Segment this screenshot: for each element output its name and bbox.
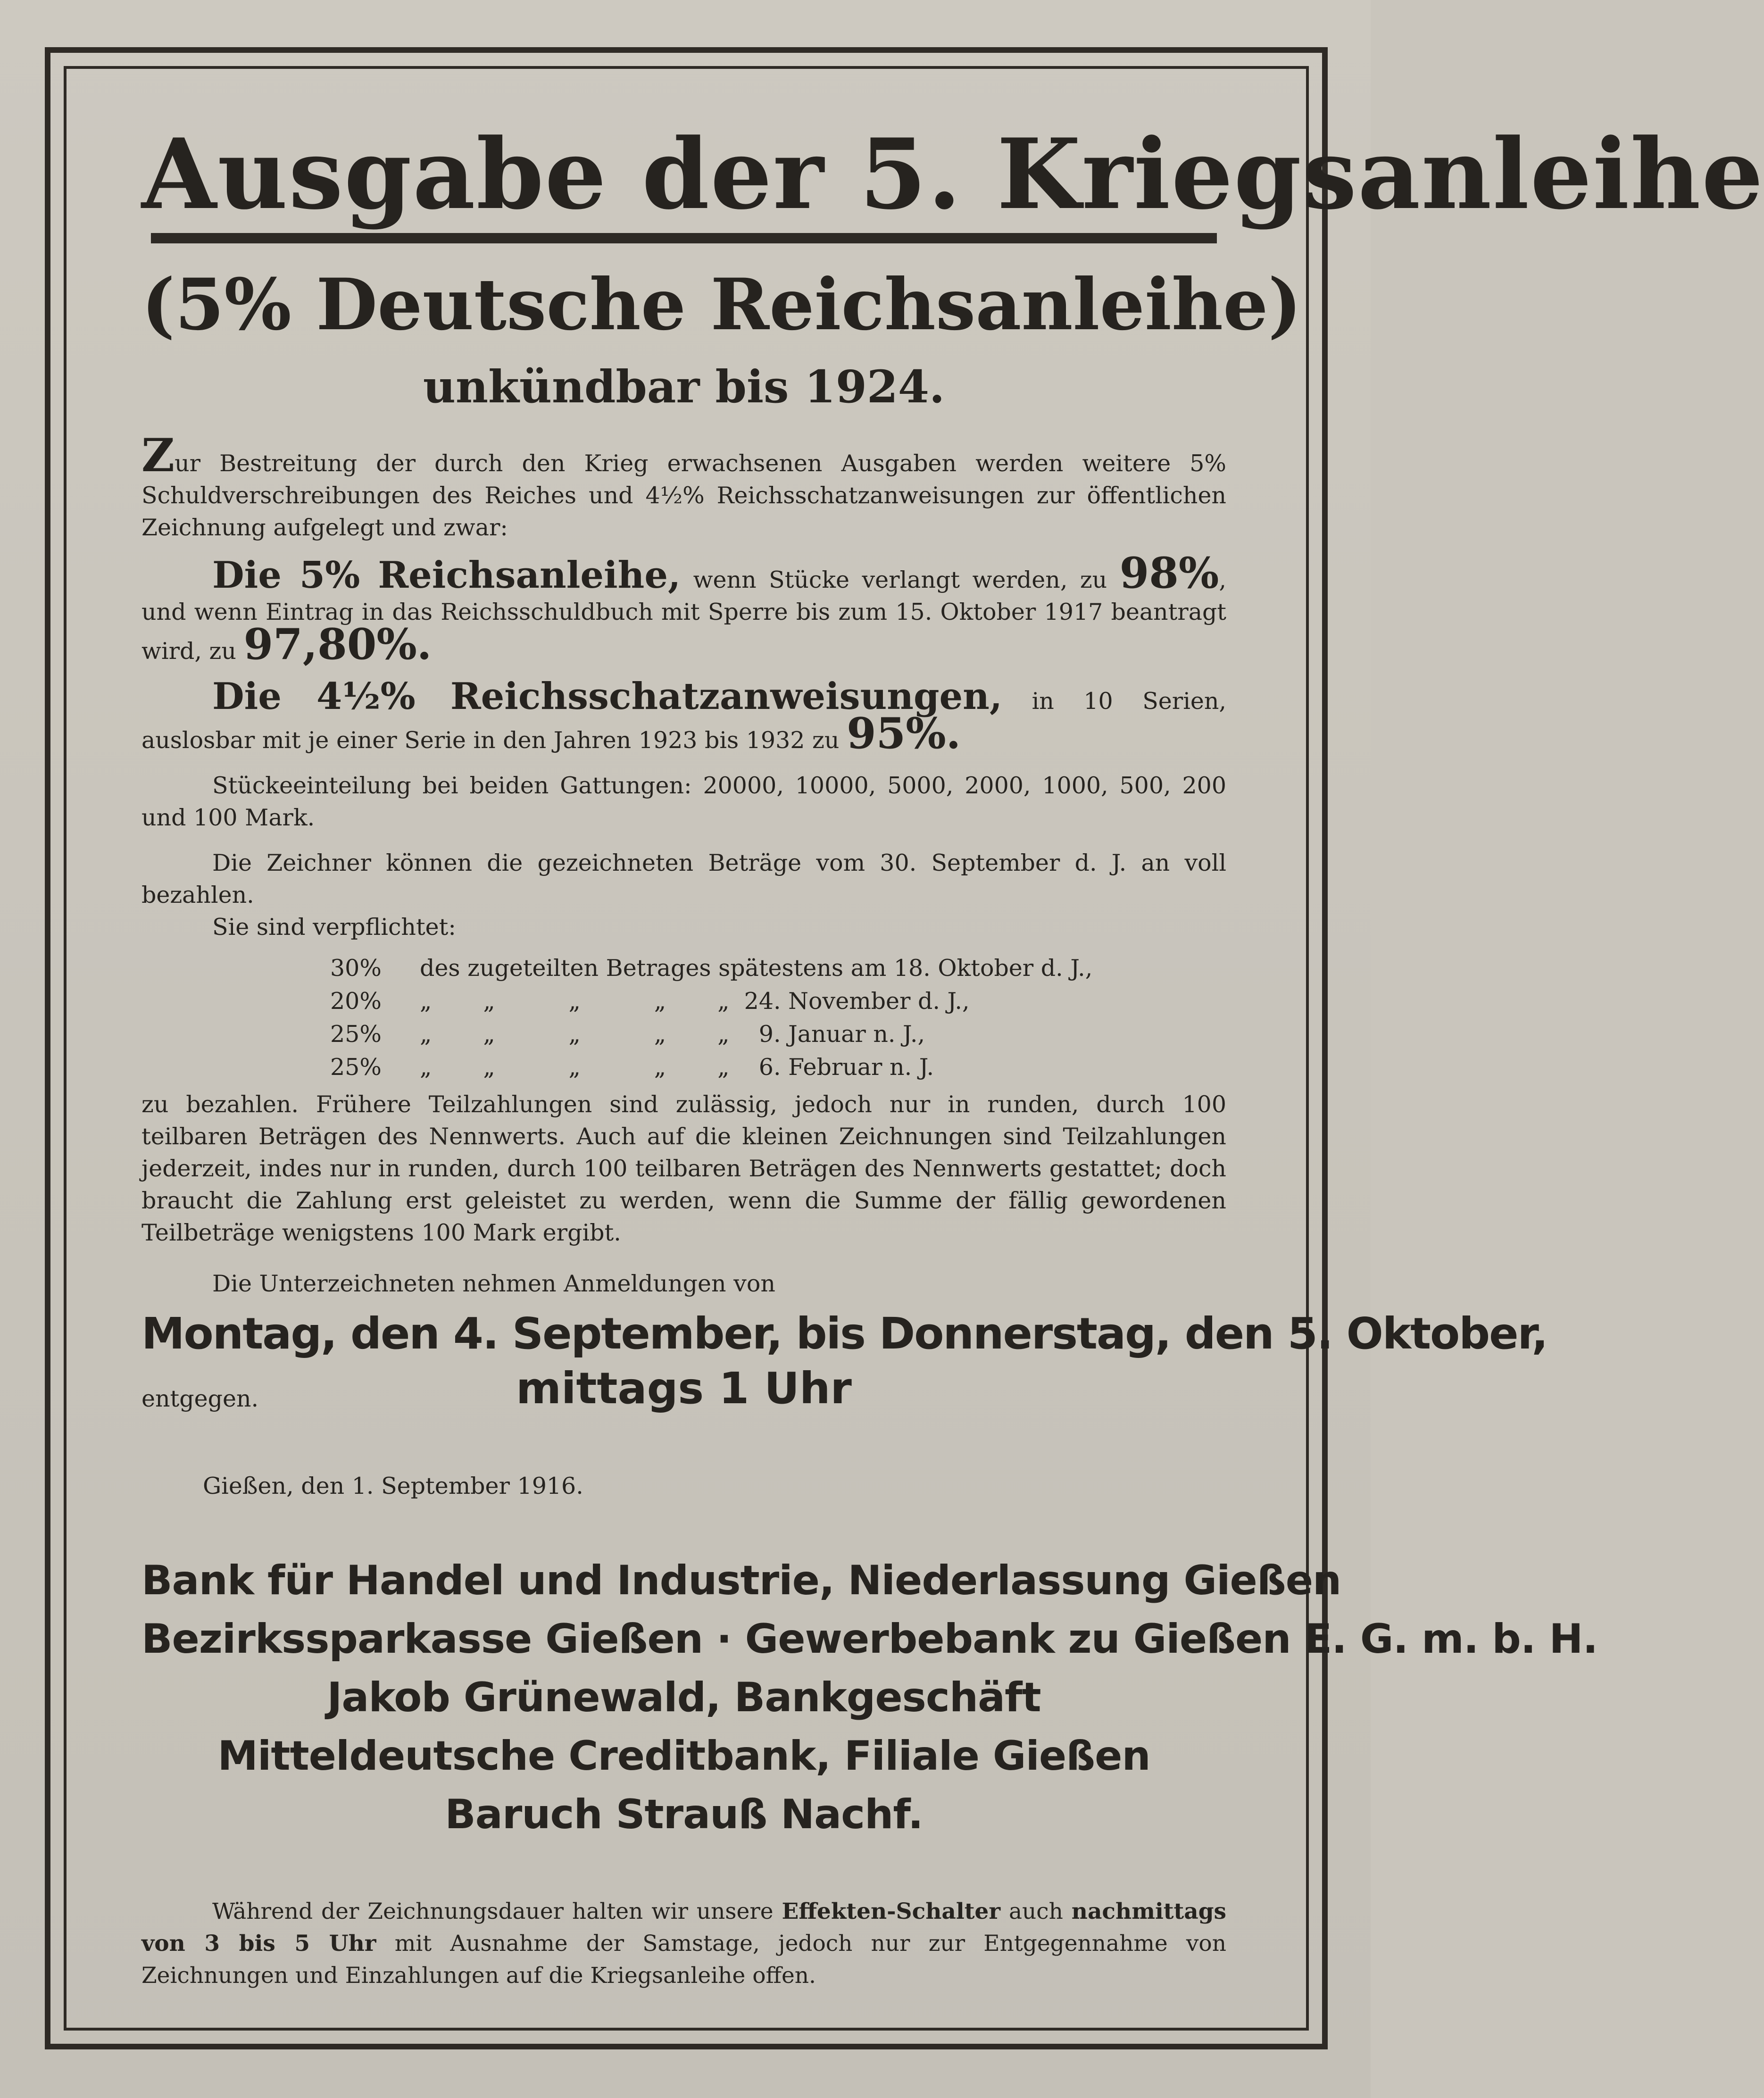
note-bold: nachmittags von 3 bis 5 Uhr (141, 1898, 1226, 1956)
intro-text: ur Bestreitung der durch den Krieg erwachsenen Ausgaben werden weitere 5% Schuldverschreibungen des Reiches und 4½% Reichsschatzanweisungen zur öffentlichen Zeichnung aufgelegt und zwar: (141, 450, 1226, 541)
loan1-price2: 97,80%. (243, 619, 432, 669)
loan1-text2: , und wenn Eintrag in das Reichsschuldbuch mit Sperre bis zum 15. Oktober 1917 beantragt wird, zu (141, 566, 1226, 665)
note-text: auch (1000, 1898, 1072, 1924)
schedule-pct: 20% (330, 988, 382, 1015)
schedule-row (330, 1051, 1226, 1084)
bank-name: Mitteldeutsche Creditbank, Filiale Gießen (217, 1732, 1150, 1780)
schedule-pct: 25% (330, 1054, 382, 1081)
acceptance-line: Die Unterzeichneten nehmen Anmeldungen von (212, 1270, 775, 1297)
period-line2: mittags 1 Uhr (516, 1363, 852, 1414)
schedule-row (330, 1018, 1226, 1051)
intro-paragraph (141, 429, 1226, 544)
loan2-price: 95%. (846, 708, 961, 758)
poster-content (141, 113, 1764, 1992)
denominations-paragraph: Stückeeinteilung bei beiden Gattungen: 20000, 10000, 5000, 2000, 1000, 500, 200 und 100 Mark. (141, 772, 1226, 831)
poster-title: Ausgabe der 5. Kriegsanleihe (141, 118, 1764, 231)
note-text: Während der Zeichnungsdauer halten wir unsere (212, 1898, 782, 1924)
bank-name: Bank für Handel und Industrie, Niederlassung Gießen (141, 1557, 1341, 1604)
schedule-row (330, 985, 1226, 1018)
schedule-pct: 30% (330, 955, 382, 982)
loan1-price1: 98% (1119, 548, 1219, 598)
loan1-name: Die 5% Reichsanleihe, (212, 554, 681, 597)
note-text: mit Ausnahme der Samstage, jedoch nur zur Entgegennahme von Zeichnungen und Einzahlungen auf die Kriegsanleihe offen. (141, 1931, 1226, 1989)
installments-paragraph: zu bezahlen. Frühere Teilzahlungen sind zulässig, jedoch nur in runden, durch 100 teilbaren Beträgen des Nennwerts. Auch auf die kleinen Zeichnungen sind Teilzahlungen jederzeit, indes nur in runden, durch 100 teilbaren Beträgen des Nennwerts gestattet; doch braucht die Zahlung erst geleistet zu werden, wenn die Summe der fällig gewordenen Teilbeträge wenigstens 100 Mark ergibt. (141, 1091, 1226, 1246)
payment-schedule (330, 952, 1226, 1084)
drop-initial: Z (141, 429, 175, 482)
loan1-paragraph (141, 548, 1226, 669)
loan2-paragraph (141, 675, 1226, 758)
bank-name: Baruch Strauß Nachf. (445, 1791, 923, 1838)
poster-subtitle-term: unkündbar bis 1924. (423, 361, 945, 413)
note-bold: Effekten-Schalter (782, 1898, 1001, 1924)
schedule-pct: 25% (330, 1021, 382, 1048)
schedule-row (330, 952, 1226, 985)
bank-name: Jakob Grünewald, Bankgeschäft (327, 1674, 1041, 1721)
counter-hours-note (141, 1896, 1226, 1992)
bank-name: Bezirkssparkasse Gießen · Gewerbebank zu Gießen E. G. m. b. H. (141, 1615, 1598, 1663)
schedule-text: des zugeteilten Betrages spätestens am 18. Oktober d. J., (420, 955, 1093, 982)
poster-subtitle: (5% Deutsche Reichsanleihe) (141, 263, 1302, 346)
schedule-text: „ „ „ „ „ 6. Februar n. J. (420, 1054, 934, 1081)
period-line1: Montag, den 4. September, bis Donnerstag, den 5. Oktober, (141, 1308, 1548, 1359)
loan1-text1: wenn Stücke verlangt werden, zu (681, 566, 1120, 593)
schedule-text: „ „ „ „ „ 24. November d. J., (420, 988, 970, 1015)
obligation-line: Sie sind verpflichtet: (212, 914, 456, 941)
bank-list (141, 1551, 1598, 1844)
schedule-text: „ „ „ „ „ 9. Januar n. J., (420, 1021, 925, 1048)
loan2-text1: in 10 Serien, auslosbar mit je einer Serie in den Jahren 1923 bis 1932 zu (141, 688, 1226, 754)
entgegen-text: entgegen. (141, 1385, 259, 1412)
subscription-period (141, 1307, 1548, 1416)
full-payment-paragraph: Die Zeichner können die gezeichneten Beträge vom 30. September d. J. an voll bezahlen. (141, 849, 1226, 908)
place-date: Gießen, den 1. September 1916. (203, 1473, 583, 1499)
loan2-name: Die 4½% Reichsschatzanweisungen, (212, 675, 1003, 718)
